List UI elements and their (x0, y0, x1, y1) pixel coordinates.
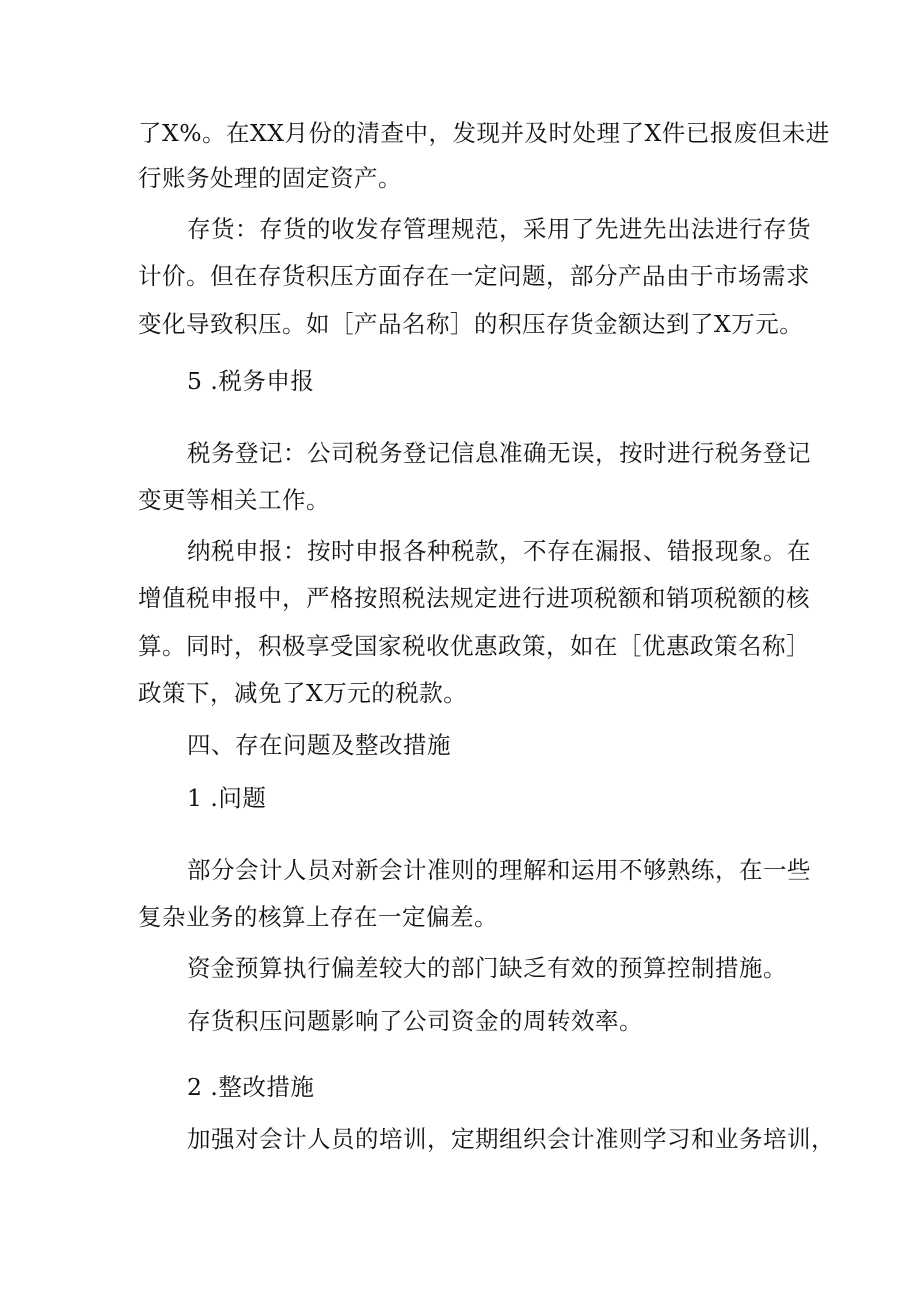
text-line: 计价。但在存货积压方面存在一定问题，部分产品由于市场需求 (138, 262, 810, 290)
subheading-issues: 1 .问题 (187, 784, 267, 812)
text-line: 部分会计人员对新会计准则的理解和运用不够熟练，在一些 (187, 856, 811, 884)
text-line: 变更等相关工作。 (138, 486, 330, 514)
text-line: 税务登记：公司税务登记信息准确无误，按时进行税务登记 (187, 439, 811, 467)
text-line: 行账务处理的固定资产。 (138, 164, 402, 192)
subheading-rectification: 2 .整改措施 (187, 1073, 315, 1101)
text-line: 复杂业务的核算上存在一定偏差。 (138, 903, 498, 931)
text-line: 存货积压问题影响了公司资金的周转效率。 (187, 1007, 643, 1035)
text-line: 了X%。在XX月份的清查中，发现并及时处理了X件已报废但未进 (138, 119, 830, 147)
text-line: 增值税申报中，严格按照税法规定进行进项税额和销项税额的核 (138, 584, 810, 612)
text-line: 加强对会计人员的培训，定期组织会计准则学习和业务培训， (187, 1125, 835, 1153)
text-line: 政策下，减免了X万元的税款。 (138, 679, 468, 707)
text-line: 变化导致积压。如［产品名称］的积压存货金额达到了X万元。 (138, 310, 804, 338)
text-line: 纳税申报：按时申报各种税款，不存在漏报、错报现象。在 (187, 537, 811, 565)
text-line: 资金预算执行偏差较大的部门缺乏有效的预算控制措施。 (187, 954, 787, 982)
section-heading-tax-filing: 5 .税务申报 (187, 367, 315, 395)
section-heading-issues-measures: 四、存在问题及整改措施 (187, 731, 451, 759)
text-line: 算。同时，积极享受国家税收优惠政策，如在［优惠政策名称］ (138, 632, 810, 660)
text-line: 存货：存货的收发存管理规范，采用了先进先出法进行存货 (187, 215, 811, 243)
